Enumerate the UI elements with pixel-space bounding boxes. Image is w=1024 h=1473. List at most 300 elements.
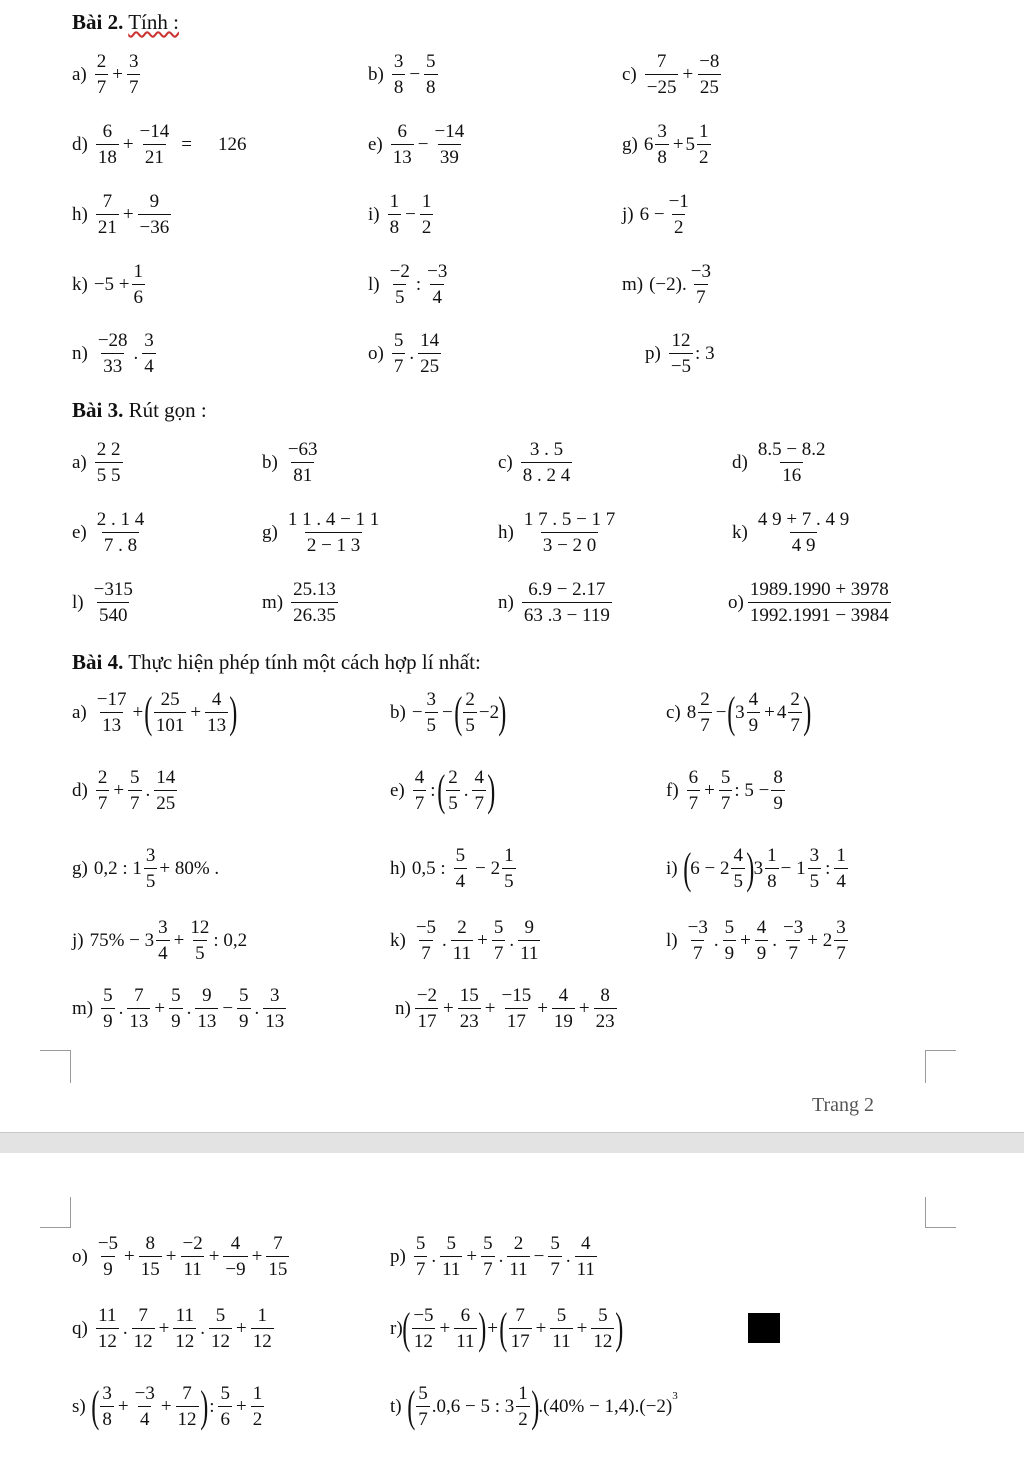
operator: + <box>173 930 185 951</box>
num: 7 <box>182 1383 192 1404</box>
num: −5 <box>413 1305 434 1326</box>
den: 5 <box>144 868 158 891</box>
num: −3 <box>783 917 804 938</box>
den: 4 <box>142 353 156 376</box>
middle: − 1 <box>780 858 806 879</box>
fraction <box>756 440 828 485</box>
num: 3 <box>144 330 154 351</box>
bai2-heading-number: Bài 2. <box>72 10 124 34</box>
fraction <box>291 580 338 625</box>
operator: . <box>133 343 139 364</box>
num: 1 <box>389 191 400 212</box>
den: 12 <box>173 1328 196 1351</box>
fraction <box>472 768 486 813</box>
den: 4 <box>454 868 468 891</box>
fraction <box>138 192 172 237</box>
operator: + <box>122 134 134 155</box>
label: r) <box>390 1318 403 1339</box>
den: 9 <box>771 790 785 813</box>
fraction <box>689 262 713 307</box>
num: −3 <box>687 917 708 938</box>
num: 11 <box>175 1305 194 1326</box>
den: 13 <box>391 144 414 167</box>
bai4-h <box>390 846 518 891</box>
den: 2 <box>672 214 686 237</box>
label: j) <box>622 204 634 225</box>
label: g) <box>622 134 638 155</box>
paren-open: ( <box>401 1303 411 1353</box>
num: −3 <box>134 1383 155 1404</box>
num: −2 <box>389 261 410 282</box>
den: 25 <box>418 353 441 376</box>
num: 2 <box>700 689 710 710</box>
fraction <box>575 1234 597 1279</box>
den: 11 <box>440 1256 462 1279</box>
den: 5 5 <box>95 462 123 485</box>
fraction <box>96 192 119 237</box>
den: 9 <box>169 1008 183 1031</box>
label: s) <box>72 1396 86 1417</box>
fraction <box>765 846 779 891</box>
den: −25 <box>645 74 679 97</box>
num: 25 <box>160 689 180 710</box>
den: 7 <box>687 790 701 813</box>
num: 8.5 − 8.2 <box>757 439 826 460</box>
whole: 6 <box>643 134 654 155</box>
label: n) <box>498 592 514 613</box>
fraction <box>521 440 573 485</box>
bai2-e <box>368 122 468 167</box>
bai4-m <box>72 986 288 1031</box>
num: 2 <box>513 1233 524 1254</box>
den: 25 <box>698 74 721 97</box>
den: 11 <box>507 1256 529 1279</box>
den: 8 <box>424 74 438 97</box>
bai3-b <box>262 440 322 485</box>
bai4-g <box>72 846 219 891</box>
num: 3 . 5 <box>529 439 564 460</box>
prefix: 6 − <box>639 204 665 225</box>
bai2-heading <box>72 10 179 35</box>
bai4-j <box>72 918 247 963</box>
operator: . <box>200 1318 206 1339</box>
label: a) <box>72 702 87 723</box>
bai2-c <box>622 52 723 97</box>
num: 4 <box>474 767 484 788</box>
num: 5 <box>493 917 504 938</box>
num: −3 <box>690 261 711 282</box>
num: 5 <box>483 1233 493 1254</box>
num: 3 <box>836 917 846 938</box>
paren-open: ( <box>144 687 153 737</box>
operator: + <box>439 1318 451 1339</box>
den: 15 <box>139 1256 162 1279</box>
den: 7 <box>472 790 486 813</box>
fraction <box>414 918 438 963</box>
den: 7 . 8 <box>102 532 139 555</box>
num: 5 <box>550 1233 560 1254</box>
bai2-n <box>72 331 158 376</box>
fraction <box>686 918 710 963</box>
fraction <box>552 986 575 1031</box>
fraction <box>154 768 177 813</box>
operator: + <box>477 930 488 951</box>
den: 21 <box>143 144 166 167</box>
operator: . <box>565 1246 571 1267</box>
den: 4 <box>138 1406 152 1429</box>
fraction <box>697 122 711 167</box>
num: 5 <box>556 1305 567 1326</box>
bai3-heading-text: Rút gọn : <box>128 398 207 422</box>
fraction <box>748 580 891 625</box>
num: 7 <box>656 51 667 72</box>
den: 11 <box>518 940 540 963</box>
bai4-a <box>72 687 238 737</box>
paren-close: ) <box>615 1303 624 1353</box>
operator: + <box>704 780 715 801</box>
den: 16 <box>780 462 803 485</box>
num: 2 <box>465 689 475 710</box>
prefix: −5 + <box>93 274 130 295</box>
bai4-heading-number: Bài 4. <box>72 650 124 674</box>
operator: − <box>222 998 234 1019</box>
bai2-l <box>368 262 451 307</box>
bai4-b <box>390 687 507 737</box>
bai3-g <box>262 510 383 555</box>
label: e) <box>72 522 87 543</box>
num: −14 <box>139 121 170 142</box>
den: 13 <box>100 712 123 735</box>
operator: + <box>160 1396 172 1417</box>
num: 6 <box>102 121 113 142</box>
operator: + <box>578 998 590 1019</box>
den: 7 <box>834 940 848 963</box>
den: 8 <box>655 144 669 167</box>
den: 18 <box>96 144 119 167</box>
operator: : <box>825 858 831 879</box>
num: 1 <box>504 845 514 866</box>
label: i) <box>368 204 380 225</box>
operator: − <box>533 1246 545 1267</box>
den: 5 <box>502 868 516 891</box>
num: 4 <box>230 1233 241 1254</box>
operator: . <box>442 930 447 951</box>
num: 1 <box>252 1383 263 1404</box>
operator: + <box>158 1318 170 1339</box>
fraction <box>808 846 822 891</box>
label: l) <box>666 930 678 951</box>
bai3-e <box>72 510 148 555</box>
fraction <box>414 1234 428 1279</box>
label: f) <box>666 780 679 801</box>
fraction <box>548 1234 562 1279</box>
prefix: 75% − 3 <box>89 930 155 951</box>
operator: − <box>417 134 429 155</box>
den: 13 <box>127 1008 150 1031</box>
den: 101 <box>154 712 187 735</box>
den: 4 <box>834 868 848 891</box>
equals: = <box>181 134 192 155</box>
den: 7 <box>413 790 427 813</box>
fraction <box>719 768 733 813</box>
paren-close: ) <box>487 765 496 815</box>
bai3-l <box>72 580 137 625</box>
whole: 3 <box>753 858 764 879</box>
den: 2 <box>251 1406 265 1429</box>
label: h) <box>498 522 514 543</box>
black-square-mark <box>748 1313 780 1343</box>
operator: + <box>682 64 694 85</box>
fraction <box>698 690 712 735</box>
bai4-q <box>72 1306 276 1351</box>
label: p) <box>390 1246 406 1267</box>
bai2-g <box>622 122 713 167</box>
label: l) <box>368 274 380 295</box>
num: 5 <box>720 767 731 788</box>
label: g) <box>72 858 88 879</box>
num: 1 1 . 4 − 1 1 <box>287 509 380 530</box>
label: o) <box>368 343 384 364</box>
num: 5 <box>426 51 436 72</box>
operator: . <box>713 930 719 951</box>
num: −3 <box>427 261 448 282</box>
num: 5 <box>393 330 404 351</box>
num: 4 9 + 7 . 4 9 <box>757 509 850 530</box>
bai3-heading-number: Bài 3. <box>72 398 124 422</box>
fraction <box>251 1384 265 1429</box>
middle: − 2 <box>475 858 501 879</box>
den: 7 <box>481 1256 495 1279</box>
den: 7 <box>548 1256 562 1279</box>
paren-close: ) <box>477 1303 486 1353</box>
num: 9 <box>149 191 160 212</box>
corner-mark <box>40 1050 71 1083</box>
operator: . <box>254 998 260 1019</box>
num: 1 <box>836 845 846 866</box>
operator: + <box>132 702 144 723</box>
num: −8 <box>699 51 720 72</box>
den: 6 <box>132 284 146 307</box>
paren-open: ( <box>454 687 463 737</box>
fraction <box>223 1234 247 1279</box>
fraction <box>144 846 158 891</box>
bai4-c <box>666 687 812 737</box>
den: 7 <box>95 74 109 97</box>
num: −28 <box>97 330 128 351</box>
bai4-l <box>666 918 850 963</box>
den: 2 <box>516 1406 530 1429</box>
den: 5 <box>731 868 745 891</box>
fraction <box>834 846 848 891</box>
num: 12 <box>671 330 691 351</box>
operator: . <box>463 780 469 801</box>
fraction <box>392 52 406 97</box>
bai3-a <box>72 440 125 485</box>
den: 7 <box>392 353 406 376</box>
corner-mark <box>925 1050 956 1083</box>
paren-open: ( <box>436 765 445 815</box>
den: 8 <box>100 1406 114 1429</box>
den: 5 <box>393 284 407 307</box>
num: 1 <box>518 1383 528 1404</box>
den: 9 <box>237 1008 251 1031</box>
fraction <box>205 690 228 735</box>
bai4-d <box>72 768 179 813</box>
den: 25 <box>154 790 177 813</box>
den: 17 <box>509 1328 532 1351</box>
fraction <box>138 122 172 167</box>
bai3-o <box>728 580 893 625</box>
num: 4 <box>756 917 767 938</box>
fraction <box>507 1234 529 1279</box>
den: 19 <box>552 1008 575 1031</box>
fraction <box>440 1234 462 1279</box>
fraction <box>180 1234 204 1279</box>
den: 7 <box>128 790 142 813</box>
fraction <box>697 52 721 97</box>
fraction <box>645 52 679 97</box>
paren-close: ) <box>229 687 238 737</box>
fraction <box>95 52 109 97</box>
operator: + <box>251 1246 263 1267</box>
operator: . <box>186 998 192 1019</box>
label: j) <box>72 930 84 951</box>
fraction <box>156 918 170 963</box>
den: −9 <box>223 1256 247 1279</box>
fraction <box>518 918 540 963</box>
num: 5 <box>724 917 735 938</box>
den: 81 <box>291 462 314 485</box>
num: 3 <box>393 51 404 72</box>
den: 5 <box>193 940 207 963</box>
whole: 3 <box>735 702 745 723</box>
fraction <box>522 580 612 625</box>
fraction <box>723 918 737 963</box>
den: 12 <box>176 1406 199 1429</box>
prefix: (−2). <box>649 274 687 295</box>
operator: + <box>764 702 775 723</box>
fraction <box>176 1384 199 1429</box>
operator: + <box>484 998 496 1019</box>
fraction <box>669 331 693 376</box>
operator: + <box>537 998 548 1019</box>
paren-open: ( <box>682 843 691 893</box>
num: −2 <box>416 985 438 1006</box>
num: −5 <box>97 1233 119 1254</box>
bai3-d <box>732 440 830 485</box>
label: e) <box>368 134 383 155</box>
fraction <box>127 52 141 97</box>
label: k) <box>390 930 406 951</box>
bai4-p <box>390 1234 599 1279</box>
num: 3 <box>145 845 156 866</box>
num: 1 <box>767 845 777 866</box>
suffix: : 3 <box>695 343 715 364</box>
label: a) <box>72 64 87 85</box>
den: 12 <box>412 1328 435 1351</box>
den: 9 <box>101 1256 115 1279</box>
num: 3 <box>270 985 280 1006</box>
den: 4 9 <box>790 532 818 555</box>
bai2-k <box>72 262 147 307</box>
label: m) <box>622 274 644 295</box>
bai2-b <box>368 52 440 97</box>
label: e) <box>390 780 405 801</box>
num: 1 <box>421 191 432 212</box>
num: 5 <box>103 985 113 1006</box>
operator: . <box>772 930 778 951</box>
handwritten-result: 126 <box>217 134 247 155</box>
bai4-f <box>666 768 787 813</box>
num: 3 <box>128 51 139 72</box>
num: 4 <box>581 1233 591 1254</box>
den: 7 <box>786 940 800 963</box>
num: 4 <box>414 767 425 788</box>
fraction <box>499 986 533 1031</box>
paren-open: ( <box>727 687 736 737</box>
fraction <box>388 192 402 237</box>
fraction <box>594 986 617 1031</box>
num: −5 <box>415 917 437 938</box>
fraction <box>492 918 506 963</box>
operator: + <box>208 1246 220 1267</box>
num: 3 <box>809 845 820 866</box>
num: −63 <box>287 439 318 460</box>
operator: + <box>236 1318 247 1339</box>
num: 3 <box>657 121 667 142</box>
operator: . <box>498 1246 504 1267</box>
den: 7 <box>96 790 110 813</box>
bai4-s <box>72 1381 266 1431</box>
fraction <box>266 1234 289 1279</box>
den: 26.35 <box>291 602 338 625</box>
den: 5 <box>808 868 822 891</box>
fraction <box>132 1306 155 1351</box>
operator: + <box>154 998 166 1019</box>
num: 6 <box>460 1305 471 1326</box>
den: 4 <box>430 284 444 307</box>
corner-mark <box>925 1197 956 1228</box>
num: 5 <box>455 845 466 866</box>
den: 11 <box>451 940 473 963</box>
label: o) <box>72 1246 88 1267</box>
num: 11 <box>98 1305 117 1326</box>
den: 7 <box>419 940 433 963</box>
label: n) <box>72 343 88 364</box>
fraction <box>415 986 439 1031</box>
den: 7 <box>492 940 506 963</box>
operator: . <box>409 343 415 364</box>
den: 39 <box>438 144 461 167</box>
operator: − <box>409 64 421 85</box>
num: 4 <box>558 985 569 1006</box>
bai3-heading <box>72 398 207 423</box>
label: d) <box>72 134 88 155</box>
whole: 5 <box>685 134 696 155</box>
den: 9 <box>101 1008 115 1031</box>
suffix: .(40% − 1,4).(−2) <box>538 1396 673 1417</box>
num: 7 <box>102 191 113 212</box>
num: 5 <box>415 1233 426 1254</box>
page-gap <box>0 1132 1024 1154</box>
num: 8 <box>600 985 610 1006</box>
num: 1 <box>257 1305 268 1326</box>
num: 5 <box>239 985 249 1006</box>
fraction <box>169 986 183 1031</box>
operator: + <box>672 134 684 155</box>
den: 8 <box>392 74 406 97</box>
operator: + <box>113 780 125 801</box>
